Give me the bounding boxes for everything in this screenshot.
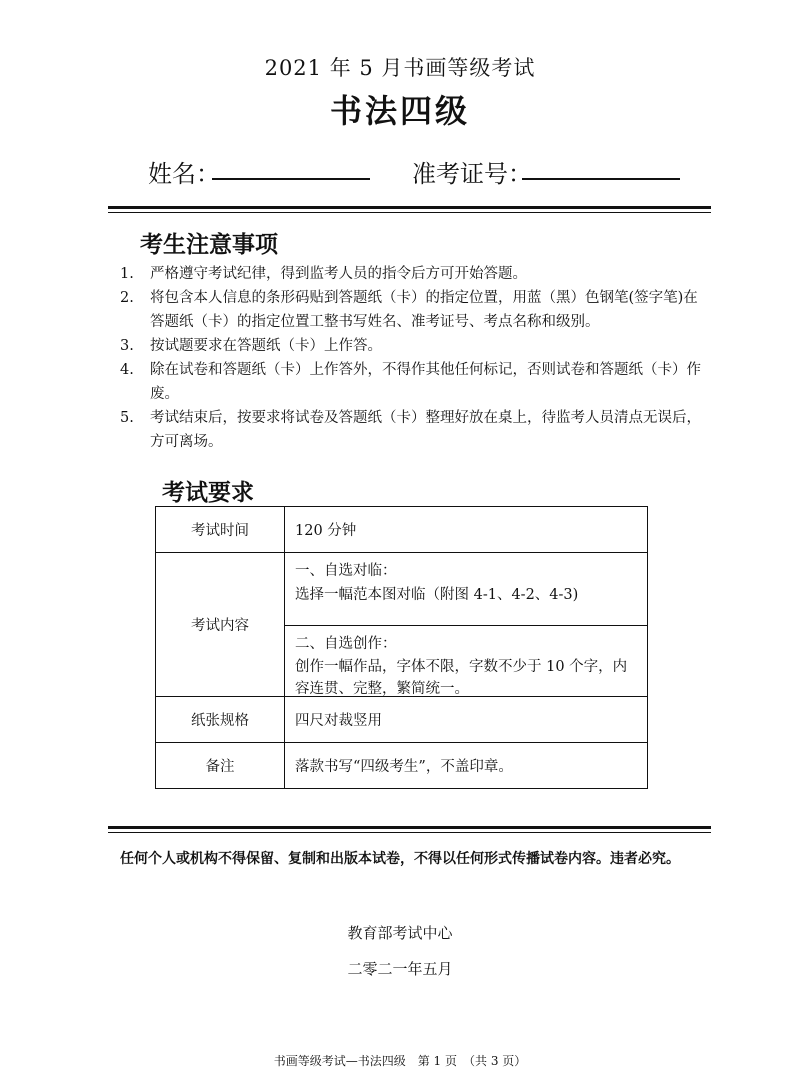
content-part-1-heading: 一、自选对临：	[295, 563, 397, 579]
notice-item-number: 1.	[120, 266, 134, 282]
content-label: 考试内容	[156, 553, 285, 697]
remark-value: 落款书写“四级考生”，不盖印章。	[285, 743, 648, 789]
content-cell	[285, 553, 648, 697]
exam-id-label: 准考证号：	[412, 160, 532, 188]
exam-id-field[interactable]	[522, 178, 680, 180]
remark-label: 备注	[156, 743, 285, 789]
content-part-1-text: 选择一幅范本图对临（附图 4-1、4-2、4-3)	[295, 587, 579, 603]
content-part-2-heading: 二、自选创作：	[295, 636, 397, 652]
notice-item-text: 按试题要求在答题纸（卡）上作答。	[150, 338, 382, 354]
name-field[interactable]	[212, 178, 370, 180]
notice-list	[120, 262, 710, 454]
subject-title: 书法四级	[329, 92, 470, 130]
issue-date: 二零二一年五月	[347, 960, 453, 978]
notice-item	[120, 286, 710, 334]
content-part-1	[285, 553, 647, 625]
notice-item-text: 考试结束后，按要求将试卷及答题纸（卡）整理好放在桌上，待监考人员清点无误后，方可离场。	[150, 410, 701, 450]
name-label: 姓名：	[148, 160, 220, 188]
notice-title: 考生注意事项	[140, 232, 278, 258]
notice-item	[120, 334, 710, 358]
notice-item-text: 将包含本人信息的条形码贴到答题纸（卡）的指定位置，用蓝（黑）色钢笔(签字笔)在答题纸（卡）的指定位置工整书写姓名、准考证号、考点名称和级别。	[150, 290, 698, 330]
page-footer: 书画等级考试—书法四级 第 1 页 （共 3 页）	[273, 1054, 527, 1068]
organization: 教育部考试中心	[347, 924, 453, 942]
content-part-2-text: 创作一幅作品，字体不限，字数不少于 10 个字，内容连贯、完整，繁简统一。	[295, 659, 628, 697]
table-row	[156, 697, 648, 743]
time-label: 考试时间	[156, 507, 285, 553]
divider-bottom-thick	[108, 826, 711, 829]
divider-top-thick	[108, 206, 711, 209]
paper-label: 纸张规格	[156, 697, 285, 743]
paper-value: 四尺对裁竖用	[285, 697, 648, 743]
notice-item-number: 3.	[120, 338, 134, 354]
notice-item-text: 严格遵守考试纪律，得到监考人员的指令后方可开始答题。	[150, 266, 527, 282]
table-row	[156, 553, 648, 697]
notice-item	[120, 358, 710, 406]
divider-top-thin	[108, 212, 711, 213]
notice-item	[120, 406, 710, 454]
notice-item-number: 4.	[120, 362, 134, 378]
notice-item-number: 2.	[120, 290, 134, 306]
time-value: 120 分钟	[285, 507, 648, 553]
content-part-2	[285, 625, 647, 696]
notice-item	[120, 262, 710, 286]
table-row	[156, 507, 648, 553]
notice-item-text: 除在试卷和答题纸（卡）上作答外，不得作其他任何标记，否则试卷和答题纸（卡）作废。	[150, 362, 701, 402]
requirements-table	[155, 506, 648, 789]
copyright-notice: 任何个人或机构不得保留、复制和出版本试卷，不得以任何形式传播试卷内容。违者必究。	[120, 851, 680, 867]
divider-bottom-thin	[108, 832, 711, 833]
exam-title: 2021 年 5 月书画等级考试	[264, 56, 536, 80]
requirements-title: 考试要求	[162, 480, 254, 506]
notice-item-number: 5.	[120, 410, 134, 426]
table-row	[156, 743, 648, 789]
